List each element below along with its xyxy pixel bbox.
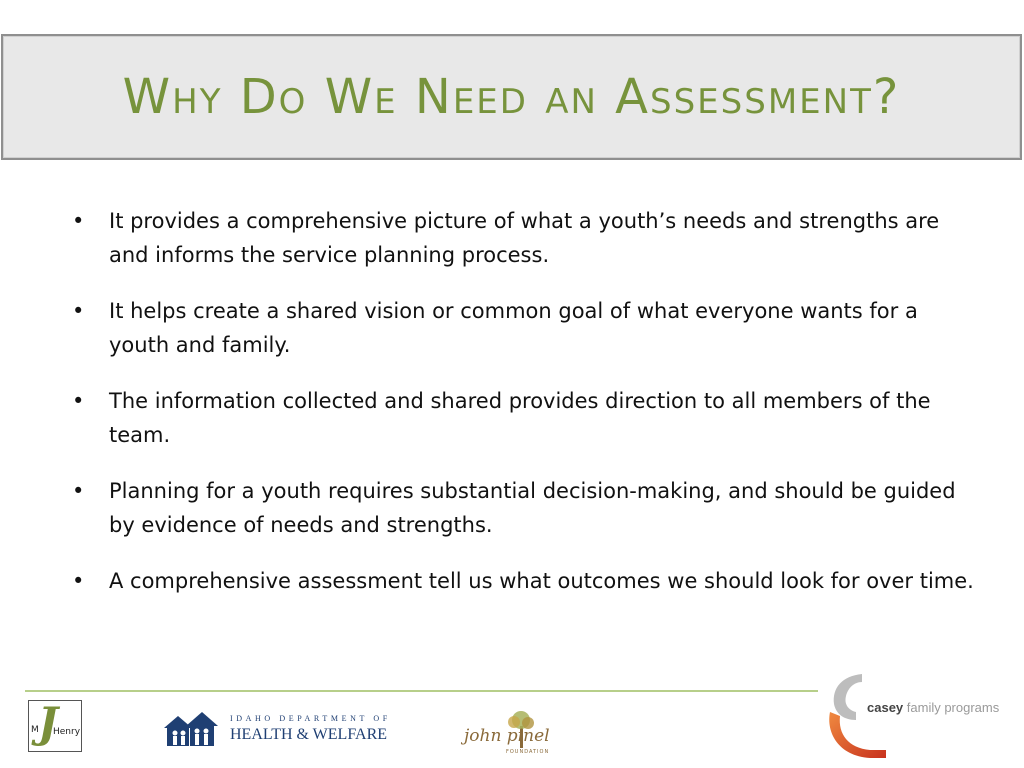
bullet-text: It helps create a shared vision or common goal of what everyone wants for a youth and family. [109,299,918,357]
title-banner [1,34,1022,160]
bullet-marker: • [72,299,85,323]
john-pinel-logo [460,708,570,762]
casey-logo [822,670,1022,762]
hw-logo-line1: IDAHO DEPARTMENT OF [230,714,391,723]
bullet-item [72,564,977,598]
casey-logo-text [867,700,999,715]
hw-logo-line2: HEALTH & WELFARE [230,726,388,743]
bullet-marker: • [72,209,85,233]
bullet-text: A comprehensive assessment tell us what outcomes we should look for over time. [109,569,974,593]
bullet-item [72,204,977,272]
health-welfare-logo [162,708,402,750]
jp-logo-sub: FOUNDATION [506,749,550,755]
bullet-item [72,384,977,452]
casey-rest: family programs [903,700,1000,715]
bullet-marker: • [72,479,85,503]
bullet-item [72,474,977,542]
mj-j-glyph-icon: J [38,698,58,747]
casey-bold: casey [867,700,904,715]
mj-logo-henry: Henry [53,727,81,737]
mj-henry-logo [28,700,82,752]
family-houses-icon [162,708,222,748]
casey-swoosh-icon [822,670,892,762]
mj-logo-m: M [31,725,39,735]
bullet-text: Planning for a youth requires substantial decision-making, and should be guided by evidence of needs and strengths. [109,479,956,537]
bullet-marker: • [72,569,85,593]
bullet-text: The information collected and shared provides direction to all members of the team. [109,389,931,447]
bullet-text: It provides a comprehensive picture of what a youth’s needs and strengths are and informs the service planning process. [109,209,940,267]
bullet-item [72,294,977,362]
bullet-marker: • [72,389,85,413]
bullet-list [72,204,977,620]
jp-logo-name: john pinel [464,726,550,746]
slide-title: Why Do We Need an Assessment? [122,69,901,125]
footer-divider [25,690,818,692]
